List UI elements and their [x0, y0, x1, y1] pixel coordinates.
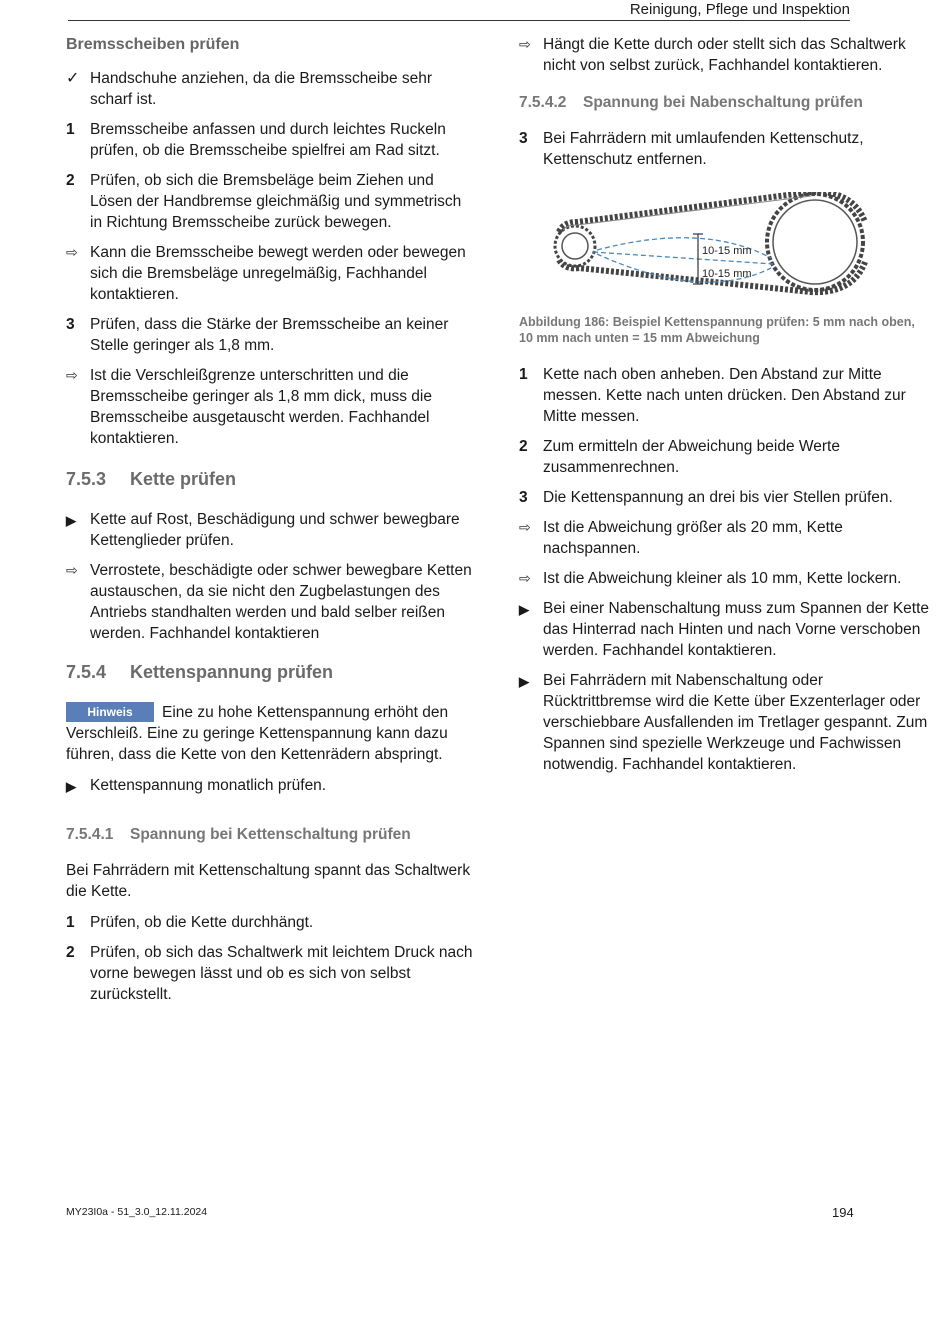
check-icon: ✓ — [66, 70, 80, 87]
list-item-text: Bremsscheibe anfassen und durch leichtes Ruckeln prüfen, ob die Bremsscheibe spielfrei am Rad sitzt. — [90, 121, 446, 159]
tension-list — [66, 775, 474, 796]
step-number: 3 — [519, 489, 528, 506]
list-item-text: Ist die Verschleißgrenze unterschritten und die Bremsscheibe geringer als 1,8 mm dick, muss die Bremsscheibe ausgetauscht werden. Fachhandel kontaktieren. — [90, 367, 432, 447]
brake-list — [66, 68, 474, 449]
tension-heading-number: 7.5.4 — [66, 662, 107, 682]
label-upper: 10-15 mm — [702, 245, 752, 257]
list-item-text: Bei Fahrrädern mit Nabenschaltung oder Rücktrittbremse wird die Kette über Exzenterlager oder verschiebbare Ausfallenden im Tretlager gespannt. Zum Spannen sind spezielle Werkzeuge und Fachwissen notwendig. Fachhandel kontaktieren. — [543, 672, 928, 773]
list-item-text: Zum ermitteln der Abweichung beide Werte zusammenrechnen. — [543, 438, 840, 476]
action-triangle-icon: ▶ — [519, 602, 529, 617]
hint-paragraph — [66, 702, 474, 765]
list-item — [66, 560, 474, 644]
label-lower: 10-15 mm — [702, 268, 752, 280]
list-item-text: Kette nach oben anheben. Den Abstand zur Mitte messen. Kette nach unten drücken. Den Abstand zur Mitte messen. — [543, 366, 906, 425]
list-item — [519, 598, 929, 661]
list-item — [66, 68, 474, 110]
chain-list — [66, 509, 474, 644]
list-item-text: Ist die Abweichung größer als 20 mm, Kette nachspannen. — [543, 519, 843, 557]
list-item — [66, 775, 474, 796]
left-column — [66, 34, 474, 1014]
result-arrow-icon: ⇨ — [519, 570, 531, 586]
small-sprocket-hub — [562, 233, 588, 259]
list-item — [519, 128, 929, 170]
list-item — [66, 365, 474, 449]
list-item-text: Prüfen, ob sich das Schaltwerk mit leichtem Druck nach vorne bewegen lässt und ob es sich von selbst zurückstellt. — [90, 944, 473, 1003]
list-item-text: Bei einer Nabenschaltung muss zum Spannen der Kette das Hinterrad nach Hinten und nach Vorne verschoben werden. Fachhandel kontaktieren. — [543, 600, 930, 659]
result-arrow-icon: ⇨ — [66, 367, 78, 383]
list-item-text: Ist die Abweichung kleiner als 10 mm, Kette lockern. — [543, 570, 902, 587]
tension-heading-title: Kettenspannung prüfen — [130, 662, 333, 682]
step-number: 3 — [519, 130, 528, 147]
hub-heading-title: Spannung bei Nabenschaltung prüfen — [583, 94, 863, 111]
list-item-text: Hängt die Kette durch oder stellt sich das Schaltwerk nicht von selbst zurück, Fachhandel kontaktieren. — [543, 36, 906, 74]
list-item — [66, 170, 474, 233]
list-item — [66, 242, 474, 305]
chain-heading-title: Kette prüfen — [130, 469, 237, 489]
list-item-text: Bei Fahrrädern mit umlaufenden Kettenschutz, Kettenschutz entfernen. — [543, 130, 864, 168]
footer-page-number: 194 — [832, 1205, 854, 1220]
result-arrow-icon: ⇨ — [66, 244, 78, 260]
step-number: 2 — [66, 172, 75, 189]
page-header — [68, 0, 850, 21]
list-item — [519, 364, 929, 427]
hint-badge: Hinweis — [66, 702, 154, 722]
derailleur-heading — [66, 824, 474, 846]
right-column — [519, 34, 929, 784]
list-item — [66, 942, 474, 1005]
list-item — [519, 34, 929, 76]
list-item — [519, 436, 929, 478]
list-item-text: Prüfen, ob die Kette durchhängt. — [90, 914, 314, 931]
list-item-text: Kettenspannung monatlich prüfen. — [90, 777, 327, 794]
step-number: 3 — [66, 316, 75, 333]
list-item — [519, 517, 929, 559]
list-item — [519, 487, 929, 508]
step-number: 1 — [66, 914, 75, 931]
hub-heading — [519, 92, 929, 114]
list-item-text: Verrostete, beschädigte oder schwer bewegbare Ketten austauschen, da sie nicht den Zugbelastungen des Antriebs standhalten werden und bald selber reißen werden. Fachhandel kontaktieren — [90, 562, 472, 642]
chain-tension-figure — [553, 192, 873, 304]
list-item-text: Prüfen, dass die Stärke der Bremsscheibe an keiner Stelle geringer als 1,8 mm. — [90, 316, 449, 354]
list-item — [66, 509, 474, 551]
derailleur-heading-title: Spannung bei Kettenschaltung prüfen — [130, 826, 411, 843]
list-item-text: Handschuhe anziehen, da die Bremsscheibe sehr scharf ist. — [90, 70, 433, 108]
list-item — [66, 119, 474, 161]
action-triangle-icon: ▶ — [519, 674, 529, 689]
list-item-text: Kette auf Rost, Beschädigung und schwer bewegbare Kettenglieder prüfen. — [90, 511, 460, 549]
list-item-text: Kann die Bremsscheibe bewegt werden oder bewegen sich die Bremsbeläge unregelmäßig, Fachhandel kontaktieren. — [90, 244, 466, 303]
chain-heading — [66, 467, 474, 491]
list-item-text: Die Kettenspannung an drei bis vier Stellen prüfen. — [543, 489, 893, 506]
large-sprocket-inner — [773, 200, 857, 284]
right-top-list — [519, 34, 929, 76]
result-arrow-icon: ⇨ — [519, 519, 531, 535]
tension-heading — [66, 660, 474, 684]
hub-pre-list — [519, 128, 929, 170]
brake-disc-heading: Bremsscheiben prüfen — [66, 36, 240, 53]
step-number: 1 — [519, 366, 528, 383]
result-arrow-icon: ⇨ — [519, 36, 531, 52]
hint-text: Eine zu hohe Kettenspannung erhöht den Verschleiß. Eine zu geringe Kettenspannung kann dazu führen, dass die Kette von den Kettenrädern abspringt. — [66, 704, 449, 763]
chain-diagram — [553, 192, 873, 304]
result-arrow-icon: ⇨ — [66, 562, 78, 578]
figure-caption: Abbildung 186: Beispiel Kettenspannung prüfen: 5 mm nach oben, 10 mm nach unten = 15 mm Abweichung — [519, 315, 915, 345]
footer-doc-id: MY23I0a - 51_3.0_12.11.2024 — [66, 1206, 208, 1218]
step-number: 1 — [66, 121, 75, 138]
list-item — [519, 670, 929, 775]
header-title: Reinigung, Pflege und Inspektion — [629, 1, 850, 18]
action-triangle-icon: ▶ — [66, 513, 76, 528]
derailleur-intro: Bei Fahrrädern mit Kettenschaltung spannt das Schaltwerk die Kette. — [66, 862, 471, 900]
chain-heading-number: 7.5.3 — [66, 469, 107, 489]
step-number: 2 — [66, 944, 75, 961]
hub-heading-number: 7.5.4.2 — [519, 94, 567, 111]
list-item-text: Prüfen, ob sich die Bremsbeläge beim Ziehen und Lösen der Handbremse gleichmäßig und symmetrisch in Richtung Bremsscheibe zurück bewegen. — [90, 172, 462, 231]
step-number: 2 — [519, 438, 528, 455]
action-triangle-icon: ▶ — [66, 779, 76, 794]
hub-list — [519, 364, 929, 775]
list-item — [66, 314, 474, 356]
derailleur-heading-number: 7.5.4.1 — [66, 826, 114, 843]
list-item — [519, 568, 929, 589]
derailleur-list — [66, 912, 474, 1005]
list-item — [66, 912, 474, 933]
